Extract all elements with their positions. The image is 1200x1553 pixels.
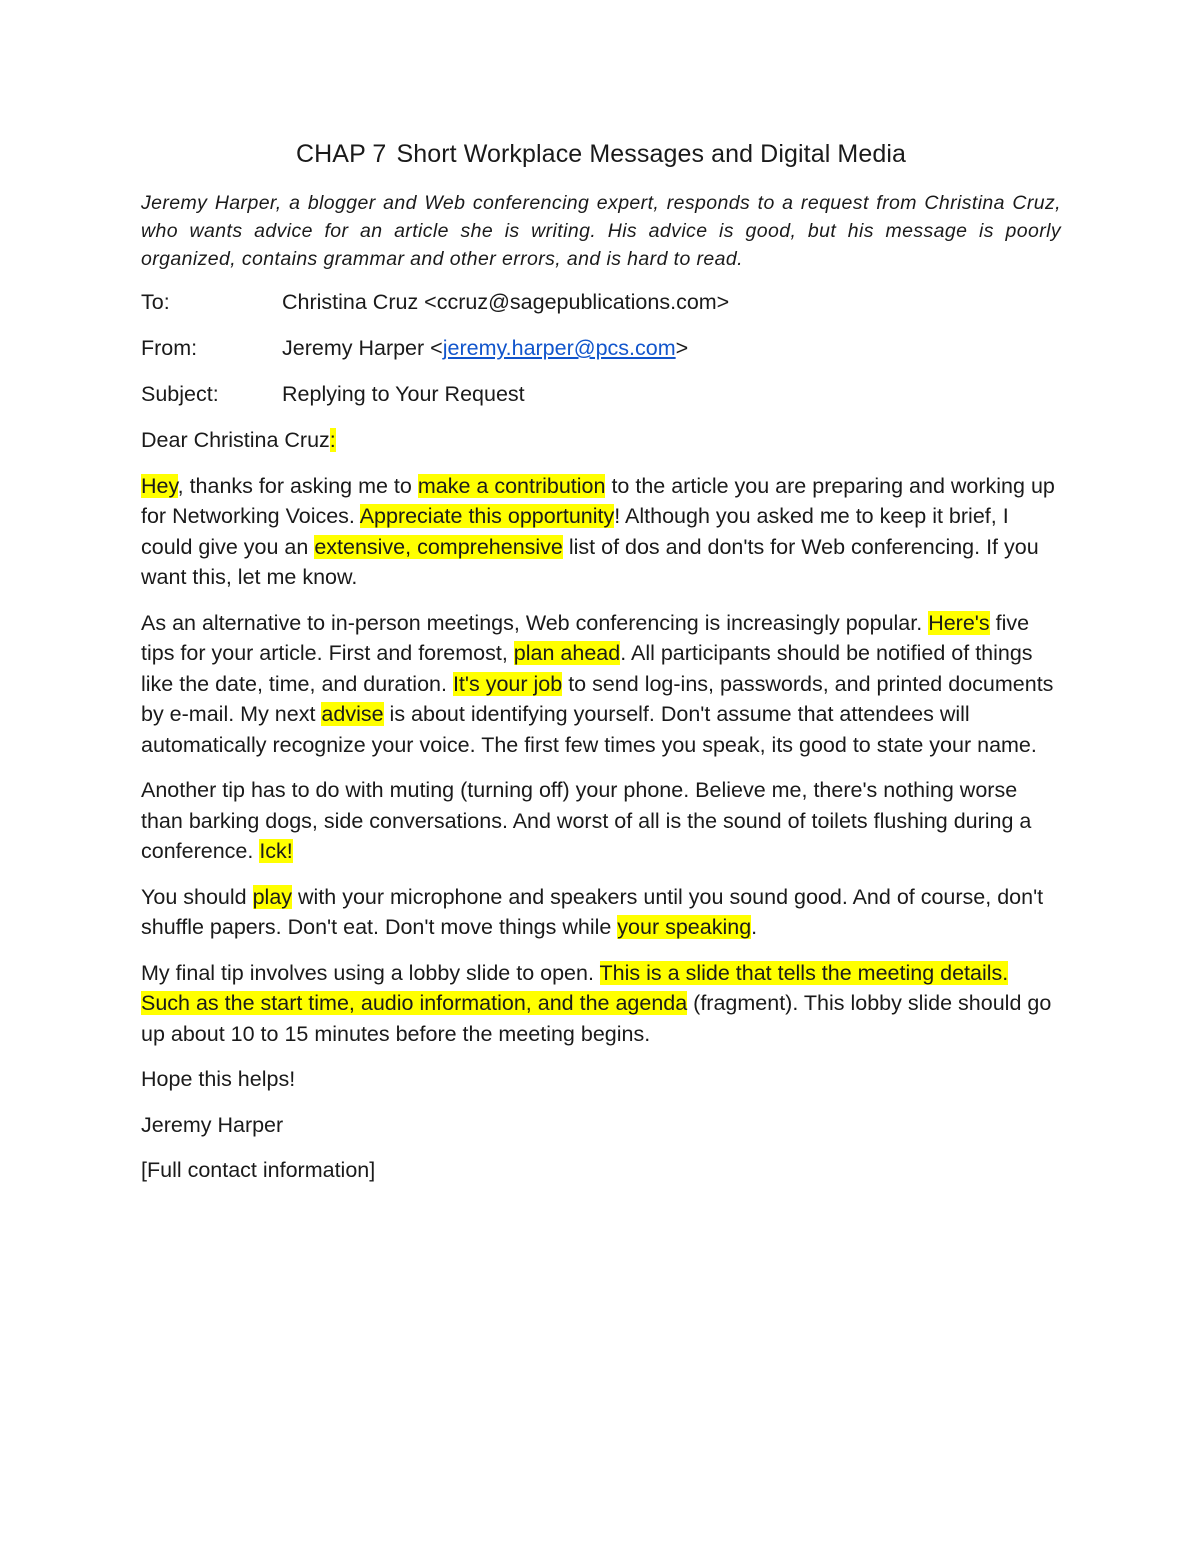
text-run: My final tip involves using a lobby slide to open.	[141, 960, 600, 985]
highlight-your-speaking: your speaking	[617, 915, 752, 939]
body-paragraph-3	[141, 775, 1061, 867]
contact-info: [Full contact information]	[141, 1158, 376, 1182]
text-run: list of dos and don'ts for Web conferencing. If you want this, let me know.	[141, 534, 1039, 589]
email-subject-row	[141, 379, 1061, 409]
subject-label: Subject:	[141, 382, 219, 406]
text-run: with your microphone and speakers until you sound good. And of course, don't shuffle papers. Don't eat. Don't move things while	[141, 884, 1044, 939]
text-run: , thanks for asking me to	[177, 473, 418, 498]
text-run: ! Although you asked me to keep it brief, I could give you an	[141, 504, 1009, 559]
email-from-row	[141, 333, 1061, 363]
highlight-play: play	[252, 884, 293, 909]
highlight-hey: Hey	[141, 473, 178, 498]
body-paragraph-1	[141, 471, 1061, 593]
text-run: to the article you are preparing and working up for Networking Voices.	[141, 473, 1055, 528]
closing-line: Hope this helps!	[141, 1067, 296, 1091]
to-value: Christina Cruz <ccruz@sagepublications.com>	[282, 290, 730, 314]
text-run: As an alternative to in-person meetings, Web conferencing is increasingly popular.	[141, 610, 929, 635]
to-label: To:	[141, 290, 170, 314]
text-run: .	[751, 915, 758, 939]
highlight-extensive: extensive, comprehensive	[314, 534, 563, 559]
body-paragraph-5	[141, 958, 1061, 1050]
highlight-advise: advise	[321, 702, 384, 726]
highlight-ick: Ick!	[259, 839, 293, 863]
text-run: . All participants should be notified of things like the date, time, and duration.	[141, 641, 1033, 696]
greeting-colon-highlight: :	[329, 428, 336, 452]
from-name: Jeremy Harper <	[282, 336, 443, 360]
document-page	[141, 140, 1061, 1201]
from-label: From:	[141, 336, 198, 360]
title-chapter: CHAP 7	[295, 140, 387, 168]
highlight-plan-ahead: plan ahead	[513, 641, 621, 665]
text-run: (fragment). This lobby slide should go up about 10 to 15 minutes before the meeting begins.	[141, 991, 1052, 1046]
intro-paragraph: Jeremy Harper, a blogger and Web conferencing expert, responds to a request from Christina Cruz, who wants advice for an article she is writing. His advice is good, but his message is poorly organized, contains grammar and other errors, and is hard to read.	[141, 192, 1061, 270]
highlight-make-contribution: make a contribution	[417, 473, 606, 498]
from-value	[282, 333, 688, 363]
greeting-text: Dear Christina Cruz	[141, 428, 330, 452]
document-title	[141, 140, 1061, 169]
text-run: five tips for your article. First and foremost,	[141, 610, 1030, 665]
from-close: >	[675, 336, 689, 360]
email-to-row	[141, 287, 1061, 317]
signature-name: Jeremy Harper	[141, 1112, 284, 1137]
highlight-appreciate: Appreciate this opportunity	[359, 504, 615, 528]
highlight-its-your-job: It's your job	[452, 671, 563, 696]
text-run: to send log-ins, passwords, and printed documents by e-mail. My next	[141, 671, 1054, 726]
subject-value: Replying to Your Request	[282, 382, 525, 406]
text-run: is about identifying yourself. Don't assume that attendees will automatically recognize your voice. The first few times you speak, its good to state your name.	[141, 702, 1037, 757]
text-run: Another tip has to do with muting (turning off) your phone. Believe me, there's nothing worse than barking dogs, side conversations. And worst of all is the sound of toilets flushing during a conference.	[141, 778, 1032, 863]
highlight-slide-details: This is a slide that tells the meeting details. Such as the start time, audio information, and the agenda	[141, 960, 1009, 1015]
greeting	[141, 425, 1061, 456]
text-run: You should	[141, 884, 253, 909]
title-topic: Short Workplace Messages and Digital Media	[396, 140, 906, 168]
highlight-heres: Here's	[928, 610, 990, 635]
body-paragraph-2	[141, 608, 1061, 761]
body-paragraph-4	[141, 882, 1061, 943]
from-email-link[interactable]: jeremy.harper@pcs.com	[442, 336, 676, 360]
